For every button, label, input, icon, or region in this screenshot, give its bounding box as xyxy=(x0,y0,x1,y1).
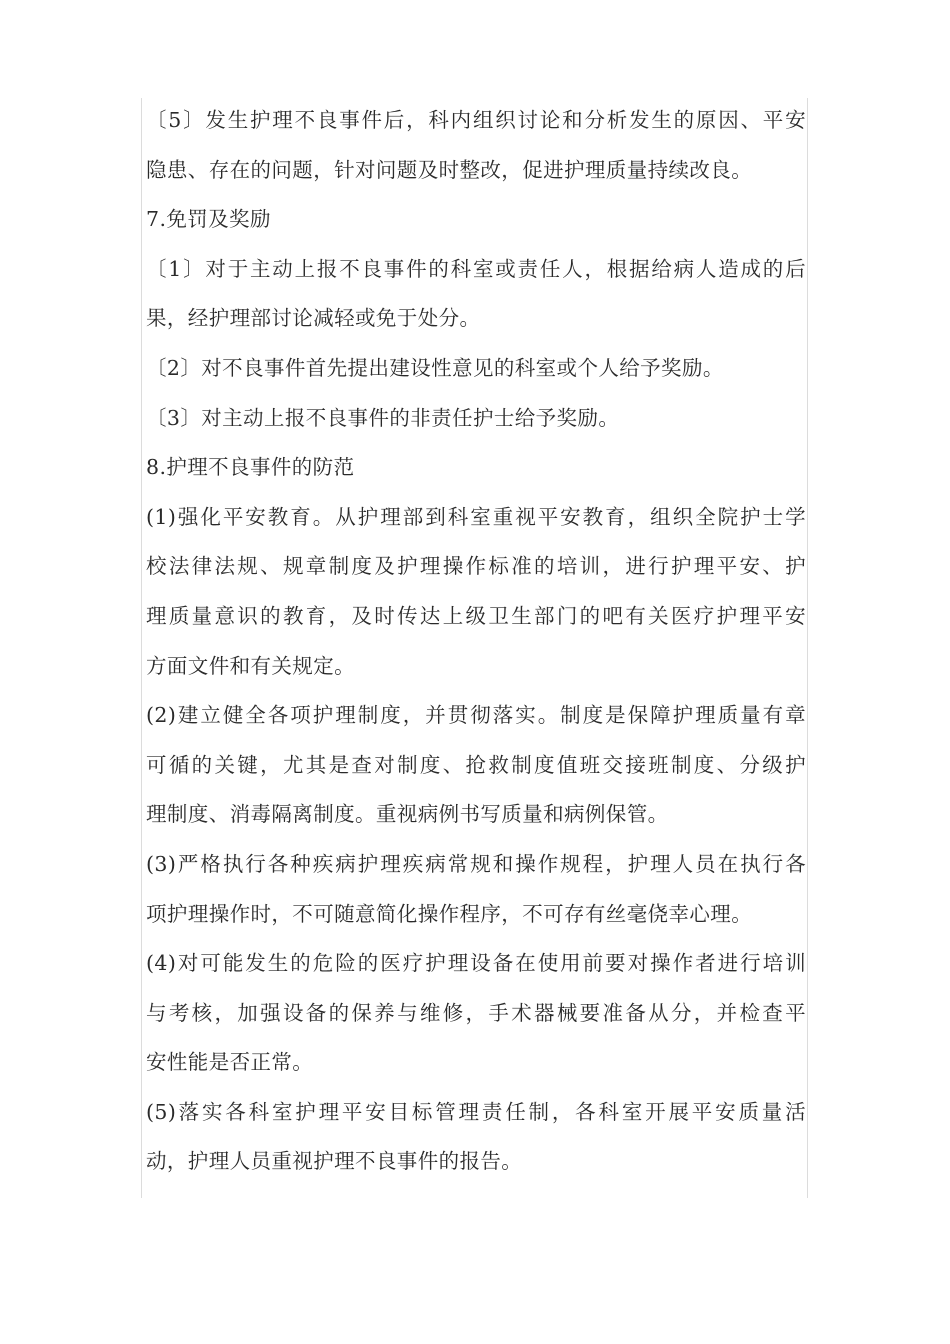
text-line: 理质量意识的教育，及时传达上级卫生部门的吧有关医疗护理平安 xyxy=(146,603,806,628)
text-line: 可循的关键，尤其是查对制度、抢救制度值班交接班制度、分级护 xyxy=(146,752,806,777)
text-line: 项护理操作时，不可随意简化操作程序，不可存有丝毫侥幸心理。 xyxy=(146,901,753,926)
text-line: 〔3〕对主动上报不良事件的非责任护士给予奖励。 xyxy=(146,405,620,430)
text-line: 隐患、存在的问题，针对问题及时整改，促进护理质量持续改良。 xyxy=(146,157,753,182)
text-line: 动，护理人员重视护理不良事件的报告。 xyxy=(146,1149,523,1174)
text-line: 校法律法规、规章制度及护理操作标准的培训，进行护理平安、护 xyxy=(146,554,806,579)
text-line: 〔5〕发生护理不良事件后，科内组织讨论和分析发生的原因、平安 xyxy=(146,108,806,132)
text-line: 果，经护理部讨论减轻或免于处分。 xyxy=(146,306,481,331)
text-line: 7.免罚及奖励 xyxy=(146,207,271,232)
text-line: (3)严格执行各种疾病护理疾病常规和操作规程，护理人员在执行各 xyxy=(146,851,806,876)
text-line: 安性能是否正常。 xyxy=(146,1050,314,1075)
text-line: 〔2〕对不良事件首先提出建设性意见的科室或个人给予奖励。 xyxy=(146,355,724,380)
document-body xyxy=(146,96,806,1187)
text-line: (5)落实各科室护理平安目标管理责任制，各科室开展平安质量活 xyxy=(146,1099,806,1124)
text-line: (1)强化平安教育。从护理部到科室重视平安教育，组织全院护士学 xyxy=(146,504,806,529)
text-line: 〔1〕对于主动上报不良事件的科室或责任人，根据给病人造成的后 xyxy=(146,256,806,281)
text-line: (2)建立健全各项护理制度，并贯彻落实。制度是保障护理质量有章 xyxy=(146,703,806,728)
text-line: 8.护理不良事件的防范 xyxy=(146,455,355,480)
text-line: 理制度、消毒隔离制度。重视病例书写质量和病例保管。 xyxy=(146,802,669,827)
text-line: 与考核，加强设备的保养与维修，手术器械要准备从分，并检查平 xyxy=(146,1000,806,1025)
text-line: (4)对可能发生的危险的医疗护理设备在使用前要对操作者进行培训 xyxy=(146,951,806,976)
text-line: 方面文件和有关规定。 xyxy=(146,653,355,678)
